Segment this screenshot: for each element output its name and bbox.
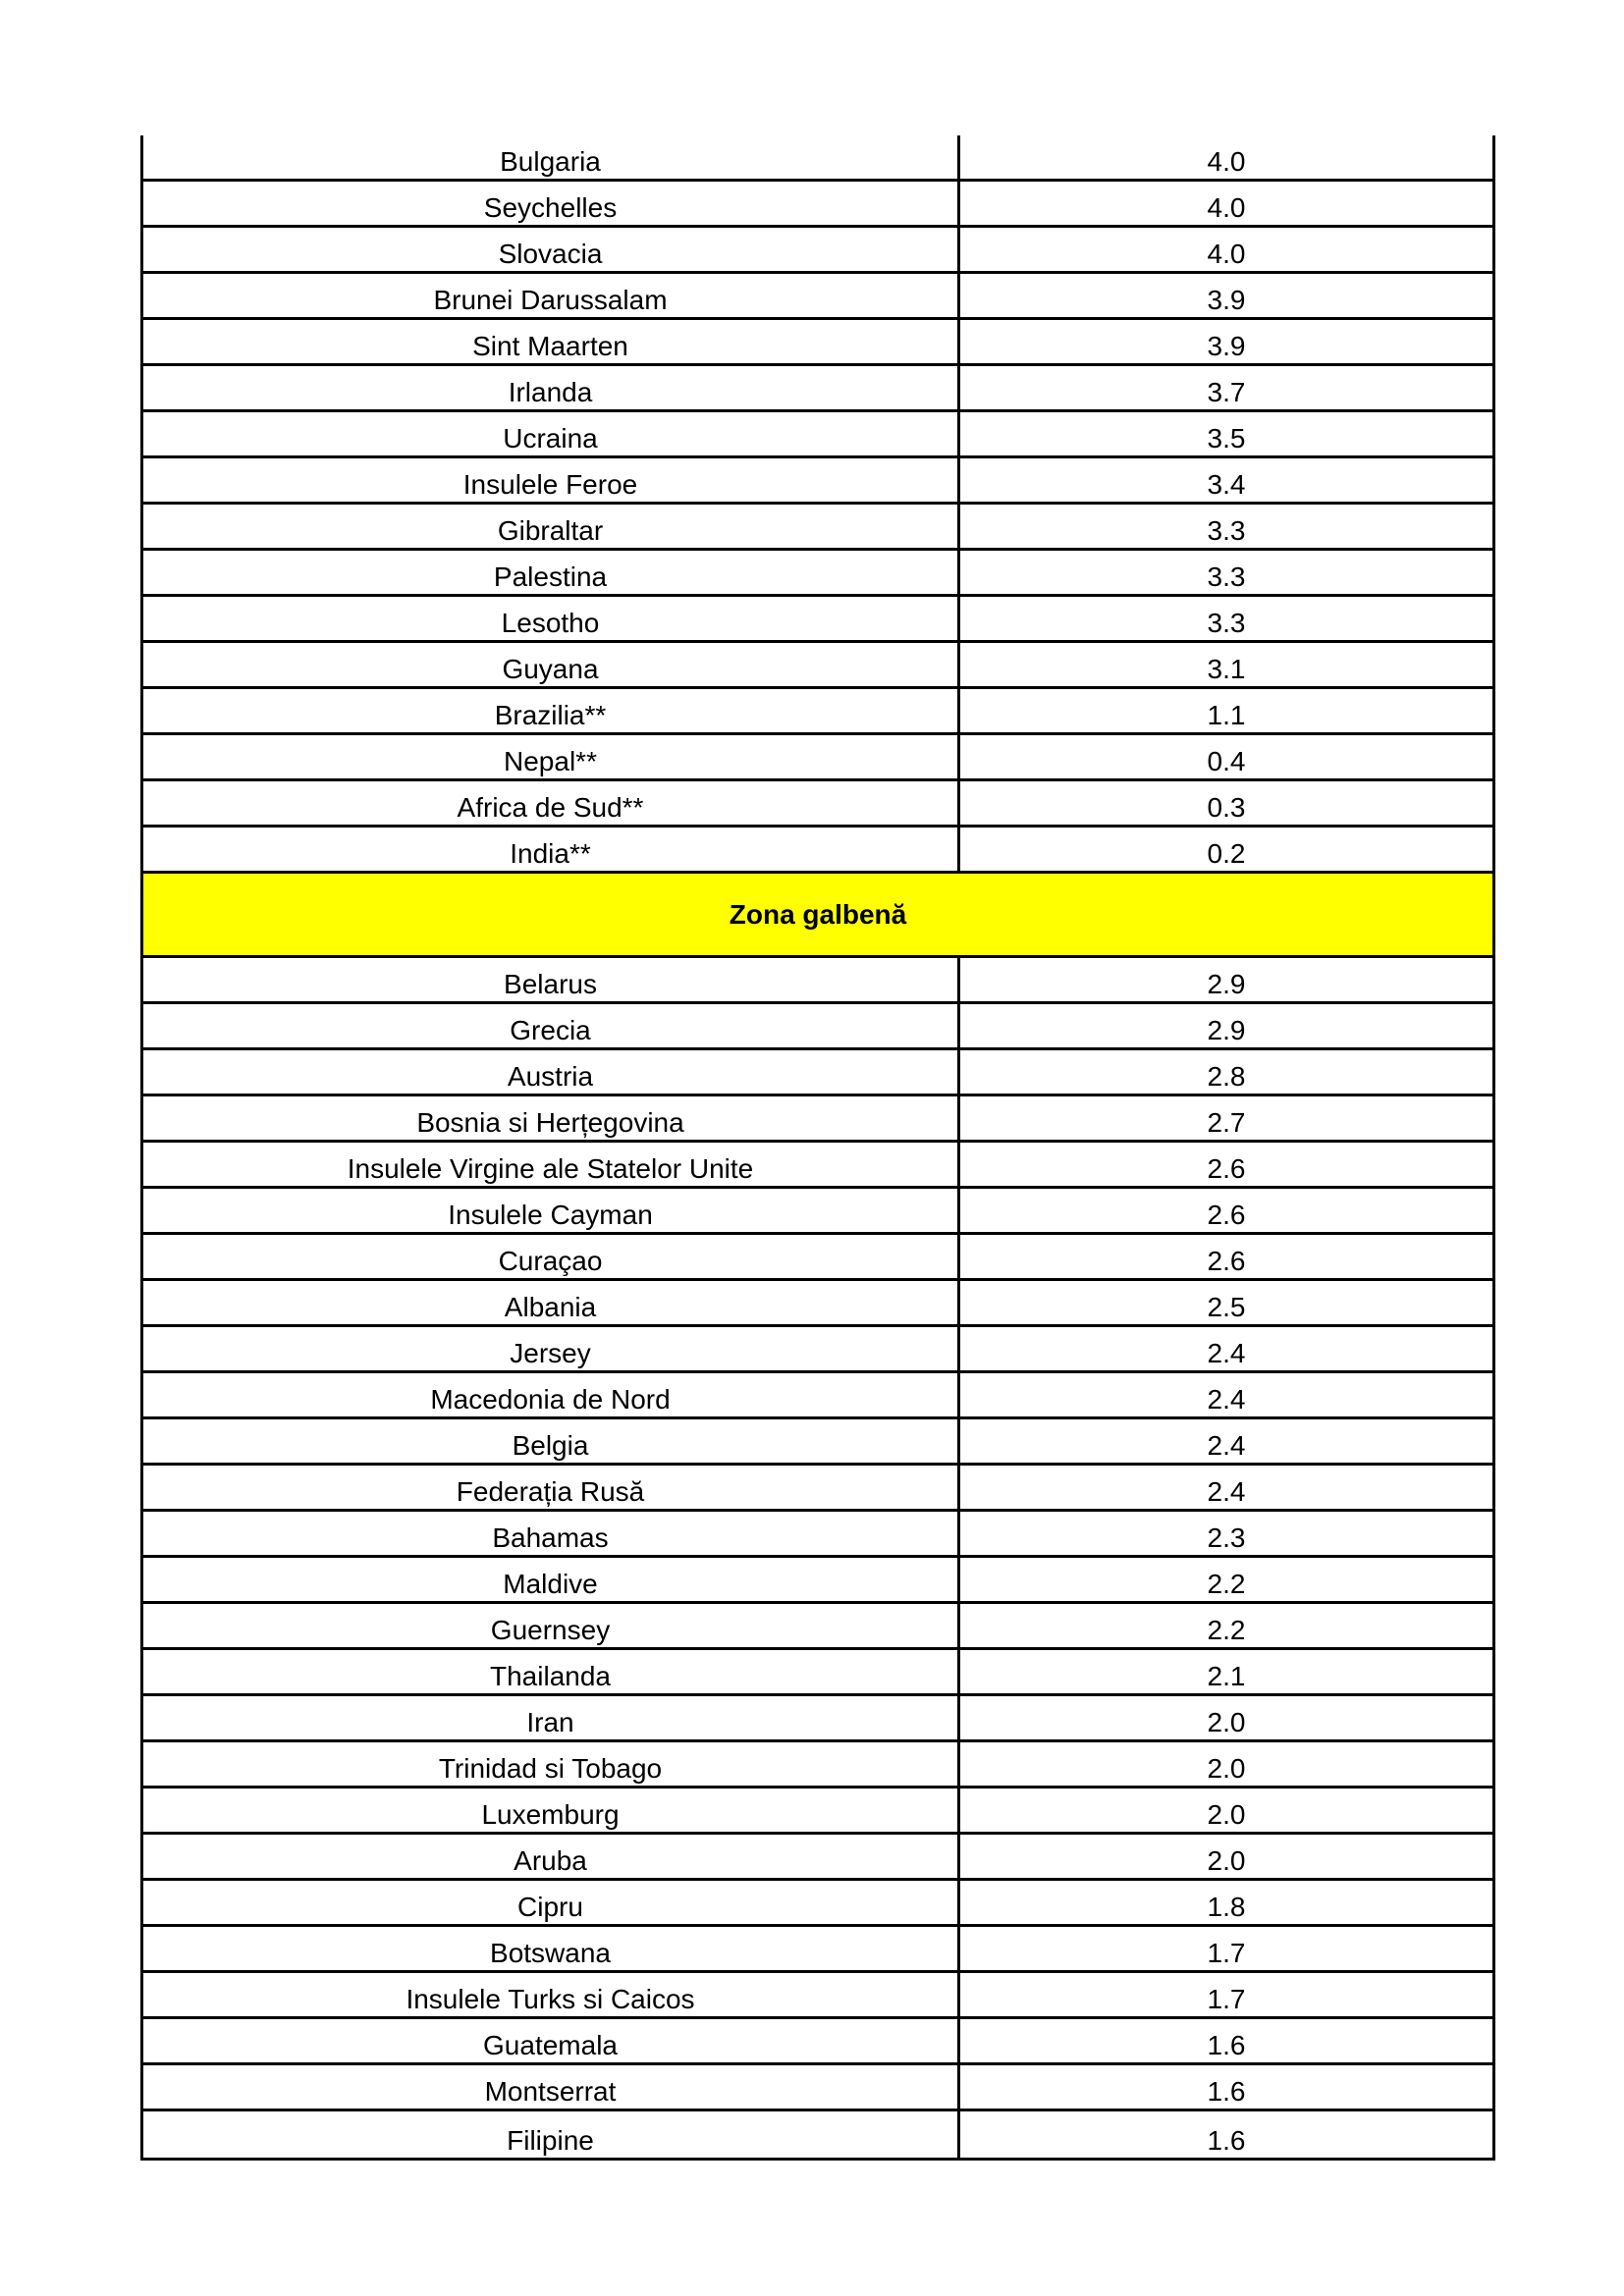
table-row <box>143 1927 1492 1973</box>
country-cell: Iran <box>143 1696 960 1739</box>
value-cell: 0.3 <box>1207 792 1246 823</box>
table-row <box>143 1050 1492 1096</box>
value-cell: 1.1 <box>1207 700 1246 730</box>
table-row <box>143 958 1492 1004</box>
value-cell: 3.9 <box>1207 285 1246 315</box>
value-cell: 2.0 <box>1207 1707 1246 1737</box>
value-cell: 1.6 <box>1207 2076 1246 2107</box>
table-row <box>143 1373 1492 1419</box>
table-row <box>143 828 1492 874</box>
country-cell: Filipine <box>143 2111 960 2158</box>
value-cell: 1.6 <box>1207 2125 1246 2156</box>
value-cell: 0.4 <box>1207 746 1246 776</box>
table-row <box>143 1004 1492 1050</box>
value-cell: 3.1 <box>1207 654 1246 684</box>
table-row <box>143 1881 1492 1927</box>
value-cell: 4.0 <box>1207 146 1246 177</box>
value-cell: 2.0 <box>1207 1753 1246 1784</box>
country-cell: Trinidad si Tobago <box>143 1742 960 1786</box>
table-row <box>143 2065 1492 2111</box>
table-row <box>143 2019 1492 2065</box>
country-rate-table <box>140 135 1495 2161</box>
table-row <box>143 1835 1492 1881</box>
country-cell: Thailanda <box>143 1650 960 1693</box>
table-row <box>143 228 1492 274</box>
table-row <box>143 1789 1492 1835</box>
country-cell: Insulele Virgine ale Statelor Unite <box>143 1143 960 1186</box>
table-row <box>143 1512 1492 1558</box>
yellow-zone-label: Zona galbenă <box>729 898 907 930</box>
country-cell: Curaçao <box>143 1235 960 1278</box>
value-cell: 2.7 <box>1207 1107 1246 1138</box>
table-row <box>143 643 1492 689</box>
table-row <box>143 1558 1492 1604</box>
value-cell: 3.9 <box>1207 331 1246 361</box>
country-cell: Montserrat <box>143 2065 960 2109</box>
country-cell: Brazilia** <box>143 689 960 732</box>
country-cell: Albania <box>143 1281 960 1324</box>
country-cell: Guyana <box>143 643 960 686</box>
country-cell: Guatemala <box>143 2019 960 2062</box>
value-cell: 2.2 <box>1207 1615 1246 1645</box>
table-row <box>143 1189 1492 1235</box>
country-cell: Insulele Turks si Caicos <box>143 1973 960 2016</box>
value-cell: 2.6 <box>1207 1153 1246 1184</box>
country-cell: Lesotho <box>143 597 960 640</box>
value-cell: 1.8 <box>1207 1892 1246 1922</box>
table-row <box>143 1604 1492 1650</box>
table-row <box>143 1466 1492 1512</box>
value-cell: 1.7 <box>1207 1984 1246 2014</box>
country-cell: Luxemburg <box>143 1789 960 1832</box>
table-row <box>143 1281 1492 1327</box>
table-row <box>143 1143 1492 1189</box>
value-cell: 3.5 <box>1207 423 1246 454</box>
country-cell: Brunei Darussalam <box>143 274 960 317</box>
country-cell: Maldive <box>143 1558 960 1601</box>
yellow-zone-section <box>143 958 1492 2158</box>
table-row <box>143 182 1492 228</box>
country-cell: Bosnia si Herțegovina <box>143 1096 960 1140</box>
value-cell: 2.4 <box>1207 1338 1246 1368</box>
country-cell: Macedonia de Nord <box>143 1373 960 1416</box>
table-row <box>143 1327 1492 1373</box>
table-row <box>143 1650 1492 1696</box>
value-cell: 2.3 <box>1207 1522 1246 1553</box>
value-cell: 2.5 <box>1207 1292 1246 1322</box>
country-cell: India** <box>143 828 960 871</box>
value-cell: 0.2 <box>1207 838 1246 869</box>
table-row <box>143 366 1492 412</box>
table-row <box>143 2111 1492 2158</box>
value-cell: 2.6 <box>1207 1246 1246 1276</box>
country-cell: Insulele Cayman <box>143 1189 960 1232</box>
country-cell: Nepal** <box>143 735 960 778</box>
value-cell: 4.0 <box>1207 192 1246 223</box>
value-cell: 3.4 <box>1207 469 1246 500</box>
value-cell: 2.0 <box>1207 1799 1246 1830</box>
country-cell: Guernsey <box>143 1604 960 1647</box>
country-cell: Aruba <box>143 1835 960 1878</box>
table-row <box>143 274 1492 320</box>
value-cell: 4.0 <box>1207 239 1246 269</box>
country-cell: Insulele Feroe <box>143 458 960 502</box>
table-row <box>143 320 1492 366</box>
red-zone-section <box>143 135 1492 874</box>
table-row <box>143 1973 1492 2019</box>
value-cell: 2.6 <box>1207 1200 1246 1230</box>
table-row <box>143 505 1492 551</box>
country-cell: Austria <box>143 1050 960 1094</box>
value-cell: 2.1 <box>1207 1661 1246 1691</box>
table-row <box>143 1419 1492 1466</box>
table-row <box>143 551 1492 597</box>
country-cell: Jersey <box>143 1327 960 1370</box>
value-cell: 3.3 <box>1207 515 1246 546</box>
country-cell: Bulgaria <box>143 135 960 179</box>
value-cell: 2.9 <box>1207 1015 1246 1045</box>
value-cell: 2.9 <box>1207 969 1246 999</box>
table-row <box>143 1742 1492 1789</box>
country-cell: Gibraltar <box>143 505 960 548</box>
country-cell: Africa de Sud** <box>143 781 960 825</box>
table-row <box>143 412 1492 458</box>
table-row <box>143 135 1492 182</box>
country-cell: Palestina <box>143 551 960 594</box>
table-row <box>143 597 1492 643</box>
value-cell: 2.2 <box>1207 1569 1246 1599</box>
value-cell: 2.0 <box>1207 1845 1246 1876</box>
value-cell: 2.4 <box>1207 1384 1246 1415</box>
country-cell: Bahamas <box>143 1512 960 1555</box>
value-cell: 2.8 <box>1207 1061 1246 1092</box>
table-row <box>143 458 1492 505</box>
value-cell: 3.3 <box>1207 561 1246 592</box>
country-cell: Federația Rusă <box>143 1466 960 1509</box>
yellow-zone-header <box>143 874 1492 958</box>
table-row <box>143 689 1492 735</box>
table-row <box>143 781 1492 828</box>
country-cell: Sint Maarten <box>143 320 960 363</box>
table-row <box>143 1235 1492 1281</box>
country-cell: Belgia <box>143 1419 960 1463</box>
country-cell: Cipru <box>143 1881 960 1924</box>
country-cell: Slovacia <box>143 228 960 271</box>
country-cell: Irlanda <box>143 366 960 409</box>
table-row <box>143 1696 1492 1742</box>
country-cell: Belarus <box>143 958 960 1001</box>
country-cell: Ucraina <box>143 412 960 455</box>
table-row <box>143 1096 1492 1143</box>
country-cell: Seychelles <box>143 182 960 225</box>
value-cell: 1.7 <box>1207 1938 1246 1968</box>
value-cell: 2.4 <box>1207 1476 1246 1507</box>
table-row <box>143 735 1492 781</box>
value-cell: 3.7 <box>1207 377 1246 407</box>
value-cell: 2.4 <box>1207 1430 1246 1461</box>
value-cell: 3.3 <box>1207 608 1246 638</box>
country-cell: Botswana <box>143 1927 960 1970</box>
value-cell: 1.6 <box>1207 2030 1246 2060</box>
country-cell: Grecia <box>143 1004 960 1047</box>
